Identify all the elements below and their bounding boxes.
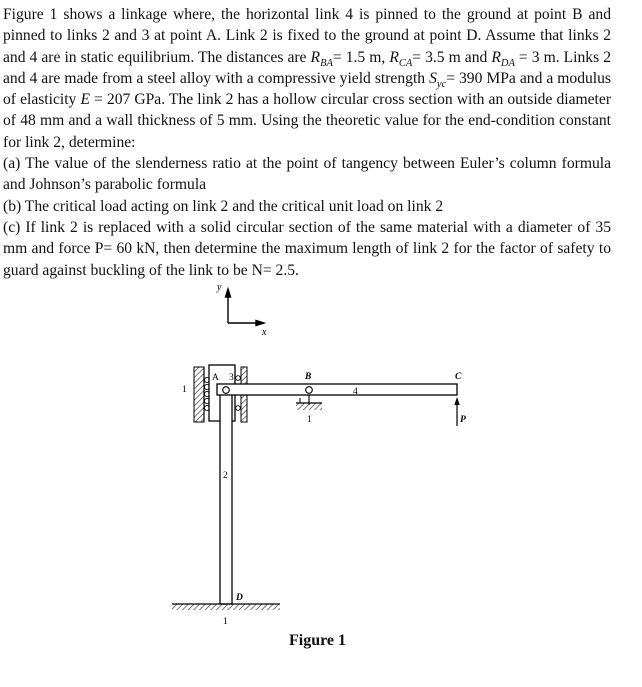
label-C: C [455,372,462,382]
label-ground-mid: 1 [307,415,312,425]
link-2-column [220,386,232,604]
label-link-4: 4 [353,387,358,397]
load-P-arrow [454,397,459,426]
label-A: A [212,373,219,383]
part-c: (c) If link 2 is replaced with a solid circular section of the same material with a diameter of 35 mm and force P= 60 kN, then determine the maximum length of link 2 for the factor of safety to guard against buckling of the link to be N= 2.5. [3,218,611,279]
label-D: D [236,593,243,603]
part-b: (b) The critical load acting on link 2 and the critical unit load on link 2 [3,197,444,215]
label-ground-bottom: 1 [223,617,228,627]
part-a: (a) The value of the slenderness ratio at the point of tangency between Euler’s column formula and Johnson’s parabolic formula [3,155,611,194]
problem-intro: Figure 1 shows a linkage where, the horizontal link 4 is pinned to the ground at point B and pinned to links 2 and 3 at point A. Link 2 is fixed to the ground at point D. Assume that links 2 and 4 are in static equilibrium. The distances are $R_{BA}= 1.5$ m, $R_{CA}= 3.5$ m and $R_{DA} = 3$ m. Links 2 and 4 are made from a steel alloy with a compressive yield strength $S_{yc}= 390$ MPa and a modulus of elasticity E = 207 GPa. The link 2 has a hollow circular cross section with an outside diameter of 48 mm and a wall thickness of 5 mm. Using the theoretic value for the end-condition constant for link 2, determine: [3,6,612,151]
label-ground-left: 1 [182,385,187,395]
y-axis-label: y [217,282,222,293]
label-link-2: 2 [223,471,228,481]
label-P: P [460,415,466,425]
pin-A [223,387,230,394]
label-B: B [305,372,312,382]
x-axis-arrow [256,321,264,326]
x-axis-label: x [262,327,267,338]
figure-caption: Figure 1 [289,632,347,649]
y-axis-arrow [226,289,231,297]
coordinate-axes [226,289,265,326]
bottom-ground [172,604,280,610]
label-link-3: 3 [229,373,234,383]
left-ground-wall [194,367,210,422]
link-4-beam [217,384,457,395]
